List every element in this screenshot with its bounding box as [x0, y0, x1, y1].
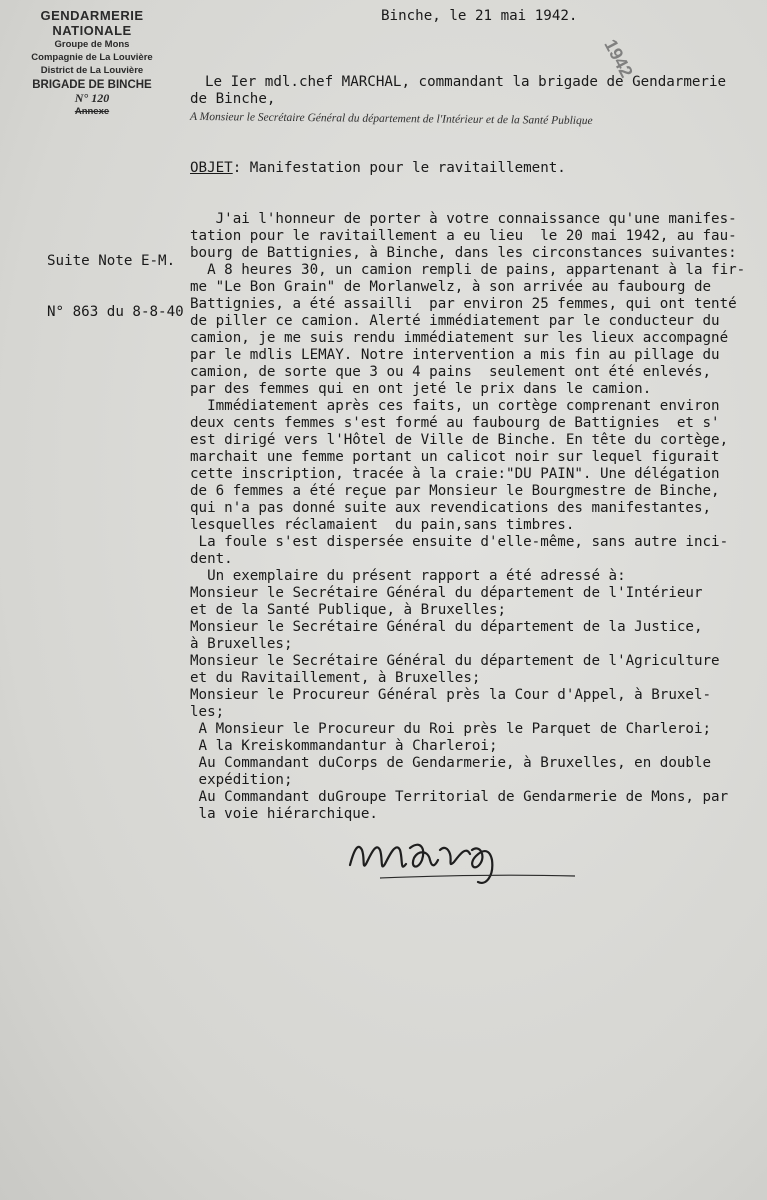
body-line: par le mdlis LEMAY. Notre intervention a mis fin au pillage du: [190, 347, 720, 363]
body-line: cette inscription, tracée à la craie:"DU PAIN". Une délégation: [190, 466, 720, 482]
body-line: bourg de Battignies, à Binche, dans les circonstances suivantes:: [190, 245, 737, 261]
body-line: deux cents femmes s'est formé au faubourg de Battignies et s': [190, 415, 720, 431]
body-line: est dirigé vers l'Hôtel de Ville de Binche. En tête du cortège,: [190, 432, 729, 448]
subject-line: [190, 160, 566, 177]
sender-line: Le Ier mdl.chef MARCHAL, commandant la brigade de Gendarmerie: [205, 74, 727, 90]
body-line: Monsieur le Secrétaire Général du département de l'Intérieur: [190, 585, 703, 601]
body-line: expédition;: [190, 772, 293, 788]
signature: [340, 820, 590, 890]
letter-date: Binche, le 21 mai 1942.: [381, 8, 578, 24]
body-line: La foule s'est dispersée ensuite d'elle-même, sans autre inci-: [190, 534, 729, 550]
body-line: dent.: [190, 551, 233, 567]
body-line: J'ai l'honneur de porter à votre connaissance qu'une manifes-: [190, 211, 737, 227]
handwritten-addressee: A Monsieur le Secrétaire Général du département de l'Intérieur et de la Santé Publique: [189, 110, 593, 128]
body-line: A 8 heures 30, un camion rempli de pains, appartenant à la fir-: [190, 262, 746, 278]
subject-text: : Manifestation pour le ravitaillement.: [232, 160, 566, 176]
body-line: me "Le Bon Grain" de Morlanwelz, à son arrivée au faubourg de: [190, 279, 712, 295]
body-line: A Monsieur le Procureur du Roi près le Parquet de Charleroi;: [190, 721, 712, 737]
body-line: Immédiatement après ces faits, un cortège comprenant environ: [190, 398, 720, 414]
letter-body: [190, 211, 745, 823]
body-line: de piller ce camion. Alerté immédiatement par le conducteur du: [190, 313, 720, 329]
body-line: Au Commandant duGroupe Territorial de Gendarmerie de Mons, par: [190, 789, 729, 805]
body-line: Battignies, a été assailli par environ 25 femmes, qui ont tenté: [190, 296, 737, 312]
body-line: Monsieur le Secrétaire Général du département de l'Agriculture: [190, 653, 720, 669]
stamp-line: Groupe de Mons: [54, 39, 130, 50]
body-line: les;: [190, 704, 225, 720]
stamp-line: District de La Louvière: [40, 65, 144, 76]
sender-line: de Binche,: [190, 91, 276, 107]
body-line: qui n'a pas donné suite aux revendications des manifestantes,: [190, 500, 712, 516]
brigade-stamp: [2, 8, 182, 117]
body-line: A la Kreiskommandantur à Charleroi;: [190, 738, 498, 754]
stamp-number: N° 120: [74, 91, 110, 105]
body-line: Monsieur le Secrétaire Général du département de la Justice,: [190, 619, 703, 635]
body-line: Monsieur le Procureur Général près la Cour d'Appel, à Bruxel-: [190, 687, 712, 703]
body-line: et de la Santé Publique, à Bruxelles;: [190, 602, 507, 618]
side-note: [47, 219, 184, 338]
stamp-line: BRIGADE DE BINCHE: [32, 79, 152, 91]
body-line: à Bruxelles;: [190, 636, 293, 652]
body-line: de 6 femmes a été reçue par Monsieur le Bourgmestre de Binche,: [190, 483, 720, 499]
body-line: camion, de sorte que 3 ou 4 pains seulement ont été enlevés,: [190, 364, 712, 380]
subject-label: OBJET: [190, 160, 233, 176]
body-line: et du Ravitaillement, à Bruxelles;: [190, 670, 481, 686]
body-line: Un exemplaire du présent rapport a été adressé à:: [190, 568, 626, 584]
stamp-line: Annexe: [74, 106, 110, 117]
margin-date-stamp: 1942: [600, 36, 637, 81]
body-line: Au Commandant duCorps de Gendarmerie, à Bruxelles, en double: [190, 755, 712, 771]
side-note-line: N° 863 du 8-8-40: [47, 304, 184, 320]
stamp-line: GENDARMERIE NATIONALE: [40, 8, 144, 38]
body-line: camion, je me suis rendu immédiatement sur les lieux accompagné: [190, 330, 729, 346]
side-note-line: Suite Note E-M.: [47, 253, 176, 269]
body-line: la voie hiérarchique.: [190, 806, 378, 822]
body-line: par des femmes qui en ont jeté le prix dans le camion.: [190, 381, 652, 397]
body-line: lesquelles réclamaient du pain,sans timbres.: [190, 517, 575, 533]
stamp-line: Compagnie de La Louvière: [31, 52, 153, 63]
body-line: marchait une femme portant un calicot noir sur lequel figurait: [190, 449, 720, 465]
body-line: tation pour le ravitaillement a eu lieu le 20 mai 1942, au fau-: [190, 228, 737, 244]
